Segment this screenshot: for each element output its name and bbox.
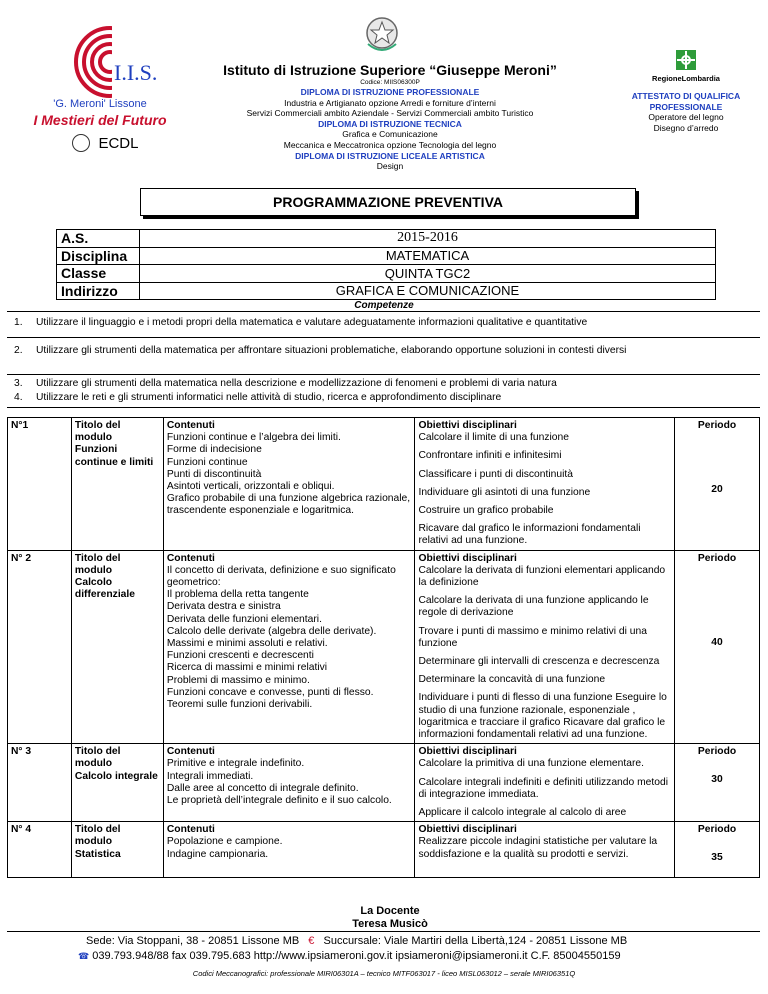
competenza-number: 4. — [14, 392, 23, 403]
module-objectives-cell — [415, 418, 675, 551]
module-title-label: Titolo del modulo — [74, 420, 121, 444]
contents-label: Contenuti — [166, 746, 215, 758]
content-item: Primitive e integrale indefinito. — [166, 758, 305, 770]
signature-role: La Docente — [360, 905, 420, 917]
content-item: Funzioni concave e convesse, punti di flesso. — [166, 686, 374, 698]
competenza-text: Utilizzare le reti e gli strumenti informatici nelle attività di studio, ricerca e approfondimento disciplinare — [36, 392, 502, 403]
disciplina-label: Disciplina — [57, 247, 140, 265]
course-line: DIPLOMA DI ISTRUZIONE TECNICA — [318, 118, 462, 129]
objective-item: Calcolare la derivata di una funzione applicando le regole di derivazione — [418, 595, 649, 619]
objectives-label: Obiettivi disciplinari — [418, 746, 517, 758]
module-period-cell — [675, 418, 760, 551]
course-line: Design — [376, 161, 404, 172]
objective-item: Calcolare la derivata di funzioni elementari applicando la definizione — [418, 564, 666, 589]
as-label: A.S. — [57, 230, 140, 248]
module-title: Calcolo differenziale — [74, 577, 135, 601]
module-objectives-cell — [415, 822, 675, 878]
period-value: 20 — [711, 484, 723, 496]
footer-divider — [7, 931, 760, 932]
logo-brand: I.I.S. — [114, 60, 158, 85]
content-item: Le proprietà dell’integrale definito e il suo calcolo. — [166, 795, 392, 807]
objective-item: Ricavare dal grafico le informazioni fondamentali relativi ad una funzione. — [418, 523, 641, 547]
module-title-cell — [71, 744, 163, 822]
period-label: Periodo — [697, 824, 737, 836]
module-title-label: Titolo del modulo — [74, 746, 121, 770]
module-row — [8, 550, 760, 744]
content-item: Indagine campionaria. — [166, 848, 269, 860]
indirizzo-label: Indirizzo — [57, 282, 140, 300]
divider — [7, 374, 760, 375]
divider — [7, 311, 760, 312]
content-item: Popolazione e campione. — [166, 836, 283, 848]
module-objectives-cell — [415, 744, 675, 822]
footer-address — [86, 935, 766, 947]
content-item: Funzioni crescenti e decrescenti — [166, 650, 314, 662]
module-period-cell — [675, 822, 760, 878]
objectives-label: Obiettivi disciplinari — [418, 552, 517, 564]
competenza-number: 1. — [14, 317, 23, 328]
module-title-cell — [71, 418, 163, 551]
objectives-label: Obiettivi disciplinari — [418, 420, 517, 431]
module-contents-cell — [163, 822, 415, 878]
objective-item: Classificare i punti di discontinuità — [418, 468, 573, 480]
content-item: Asintoti verticali, orizzontali e obliqui. — [166, 481, 335, 493]
period-value: 40 — [711, 636, 723, 648]
contents-label: Contenuti — [166, 824, 215, 836]
period-value: 30 — [711, 774, 723, 786]
content-item: Punti di discontinuità — [166, 468, 262, 480]
period-label: Periodo — [697, 420, 737, 431]
signature-block — [320, 905, 460, 931]
footer-sede: Sede: Via Stoppani, 38 - 20851 Lissone MB — [86, 935, 300, 947]
objective-item: Determinare la concavità di una funzione — [418, 674, 606, 686]
module-number: N° 3 — [8, 744, 72, 822]
objective-item: Individuare gli asintoti di una funzione — [418, 486, 591, 498]
module-title-cell — [71, 550, 163, 744]
info-table — [56, 229, 716, 300]
footer-codes: Codici Meccanografici: professionale MIRI06301A – tecnico MITF063017 - liceo MISL063012 – serale MIRI06351Q — [192, 969, 576, 978]
operatore-line-1: Operatore del legno — [648, 112, 724, 122]
module-contents-cell — [163, 744, 415, 822]
classe-value: QUINTA TGC2 — [140, 265, 716, 283]
contents-label: Contenuti — [166, 552, 215, 564]
module-title-label: Titolo del modulo — [74, 824, 121, 848]
module-number: N° 2 — [8, 550, 72, 744]
module-contents-cell — [163, 418, 415, 551]
competenza-text: Utilizzare gli strumenti della matematica per affrontare situazioni problematiche, elaborando opportune soluzioni in contesti diversi — [36, 345, 627, 356]
course-line: DIPLOMA DI ISTRUZIONE LICEALE ARTISTICA — [295, 150, 485, 161]
module-title-cell — [71, 822, 163, 878]
competenza-text: Utilizzare il linguaggio e i metodi propri della matematica e valutare adeguatamente informazioni qualitative e quantitative — [36, 317, 588, 328]
module-period-cell — [675, 550, 760, 744]
operatore-line-2: Disegno d’arredo — [653, 122, 719, 133]
content-item: Il concetto di derivata, definizione e suo significato geometrico: — [166, 564, 396, 589]
module-row — [8, 822, 760, 878]
objective-item: Calcolare integrali indefiniti e definiti utilizzando metodi di integrazione immediata. — [418, 776, 669, 800]
ecdl-globe-icon — [72, 134, 90, 152]
competenza-item — [0, 392, 768, 406]
ecdl-logo — [72, 134, 162, 154]
content-item: Grafico probabile di una funzione algebrica razionale, trascendente esponenziale e logaritmica. — [166, 493, 411, 517]
objective-item: Individuare i punti di flesso di una funzione Eseguire lo studio di una funzione razionale, esponenziale , logaritmica e tracciare il grafico Ricavare dal grafico le informazioni fondamentali relativi ad una funzione. — [418, 692, 667, 741]
module-number: N° 4 — [8, 822, 72, 878]
content-item: Integrali immediati. — [166, 770, 254, 782]
competenza-number: 2. — [14, 345, 23, 356]
ecdl-label: ECDL — [98, 134, 139, 152]
divider — [7, 337, 760, 338]
objective-item: Calcolare la primitiva di una funzione elementare. — [418, 758, 644, 770]
module-title-label: Titolo del modulo — [74, 552, 121, 576]
objective-item: Costruire un grafico probabile — [418, 505, 554, 517]
module-title: Statistica — [74, 848, 121, 860]
content-item: Funzioni continue e l’algebra dei limiti. — [166, 432, 341, 444]
course-line: Industria e Artigianato opzione Arredi e forniture d’interni — [284, 97, 496, 108]
course-line: Meccanica e Meccatronica opzione Tecnologia del legno — [283, 139, 497, 150]
competenza-item — [0, 378, 768, 392]
course-line: Servizi Commerciali ambito Aziendale - Servizi Commerciali ambito Turistico — [246, 108, 534, 119]
footer-succursale: Succursale: Viale Martiri della Libertà,124 - 20851 Lissone MB — [323, 935, 628, 947]
content-item: Funzioni continue — [166, 456, 248, 468]
module-objectives-cell — [415, 550, 675, 744]
content-item: Derivata destra e sinistra — [166, 601, 281, 613]
swirl-logo-icon — [52, 20, 162, 100]
disciplina-value: MATEMATICA — [140, 247, 716, 265]
as-value: 2015-2016 — [140, 230, 716, 248]
logo-tagline: I Mestieri del Futuro — [33, 112, 167, 128]
content-item: Forme di indecisione — [166, 444, 262, 456]
school-title: Istituto di Istruzione Superiore “Giuseppe Meroni” — [223, 62, 557, 78]
indirizzo-value: GRAFICA E COMUNICAZIONE — [140, 282, 716, 300]
content-item: Derivata delle funzioni elementari. — [166, 613, 322, 625]
doc-title: PROGRAMMAZIONE PREVENTIVA — [140, 188, 636, 216]
objective-item: Trovare i punti di massimo e minimo relativi di una funzione — [418, 625, 647, 649]
footer-contact-line: 039.793.948/88 fax 039.795.683 http://www.ipsiameroni.gov.it ipsiameroni@ipsiameroni.it C.F. 85004550159 — [92, 950, 621, 962]
competenze-heading: Competenze — [354, 300, 414, 311]
period-label: Periodo — [697, 746, 737, 758]
modules-table — [7, 417, 760, 878]
module-contents-cell — [163, 550, 415, 744]
course-line: DIPLOMA DI ISTRUZIONE PROFESSIONALE — [300, 87, 480, 97]
logo-mark-icon: € — [308, 935, 315, 947]
objective-item: Determinare gli intervalli di crescenza e decrescenza — [418, 656, 660, 668]
content-item: Calcolo delle derivate (algebra delle derivate). — [166, 625, 377, 637]
content-item: Teoremi sulle funzioni derivabili. — [166, 699, 313, 711]
objectives-label: Obiettivi disciplinari — [418, 824, 517, 836]
school-code: Codice: MIIS06300P — [360, 79, 420, 86]
objective-item: Confrontare infiniti e infinitesimi — [418, 450, 562, 462]
attestato-block — [606, 91, 766, 133]
course-line: Grafica e Comunicazione — [342, 129, 438, 140]
period-label: Periodo — [697, 552, 737, 564]
signature-name: Teresa Musicò — [352, 918, 428, 930]
attestato-line-2: PROFESSIONALE — [649, 101, 723, 112]
classe-label: Classe — [57, 265, 140, 283]
competenza-item — [0, 345, 768, 371]
module-row — [8, 418, 760, 551]
objective-item: Applicare il calcolo integrale al calcolo di aree — [418, 807, 627, 819]
content-item: Problemi di massimo e minimo. — [166, 674, 310, 686]
school-courses — [180, 87, 600, 172]
content-item: Ricerca di massimi e minimi relativi — [166, 662, 328, 674]
module-title: Funzioni continue e limiti — [74, 444, 154, 468]
lombardia-rose-icon — [676, 50, 696, 70]
competenza-item — [0, 317, 768, 331]
module-title: Calcolo integrale — [74, 770, 158, 782]
divider — [7, 407, 760, 408]
region-name: RegioneLombardia — [652, 74, 720, 83]
attestato-line-1: ATTESTATO DI QUALIFICA — [631, 91, 741, 101]
content-item: Massimi e minimi assoluti e relativi. — [166, 638, 328, 650]
module-number: N°1 — [8, 418, 72, 551]
footer-contacts — [78, 950, 758, 962]
republic-emblem-icon — [363, 14, 401, 54]
objective-item: Realizzare piccole indagini statistiche per valutare la soddisfazione e la qualità su prodotti e servizi. — [418, 836, 658, 860]
content-item: Dalle aree al concetto di integrale definito. — [166, 782, 359, 794]
period-value: 35 — [711, 852, 723, 864]
module-period-cell — [675, 744, 760, 822]
school-logo — [30, 18, 170, 158]
logo-school-name: 'G. Meroni' Lissone — [53, 98, 147, 110]
competenza-text: Utilizzare gli strumenti della matematica nella descrizione e modellizzazione di fenomeni e problemi di varia natura — [36, 378, 557, 389]
region-logo — [626, 50, 746, 90]
contents-label: Contenuti — [166, 420, 215, 431]
module-row — [8, 744, 760, 822]
competenza-number: 3. — [14, 378, 23, 389]
phone-icon: ☎ — [78, 951, 90, 961]
content-item: Il problema della retta tangente — [166, 589, 309, 601]
objective-item: Calcolare il limite di una funzione — [418, 432, 569, 444]
